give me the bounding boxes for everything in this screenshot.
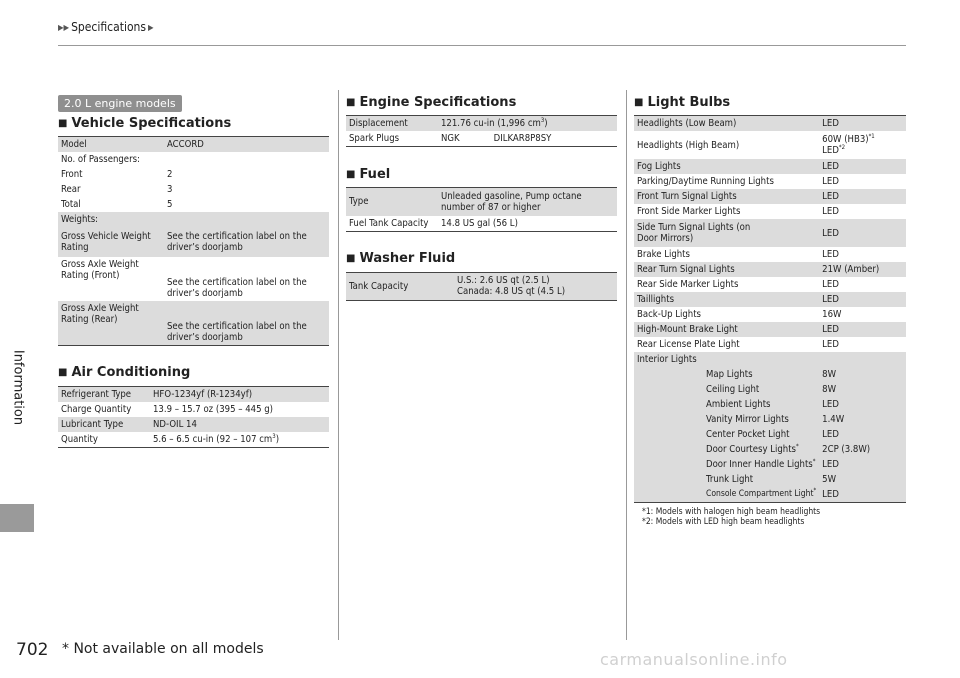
square-bullet-icon: ■ bbox=[58, 117, 68, 129]
table-row: Fuel Tank Capacity 14.8 US gal (56 L) bbox=[349, 217, 518, 229]
table-row: High-Mount Brake Light LED bbox=[634, 322, 906, 337]
page-number: 702 bbox=[16, 640, 49, 660]
table-row: Headlights (Low Beam) LED bbox=[634, 116, 906, 132]
table-row: Headlights (High Beam) 60W $(HB3)^{*1}$ LED$^{*2}$ bbox=[637, 132, 875, 156]
table-row: Gross Axle Weight Rating (Rear) See the certification label on the driver’s doorjamb bbox=[58, 301, 329, 345]
watermark: carmanualsonline.info bbox=[600, 650, 788, 669]
table-row: Lubricant Type ND-OIL 14 bbox=[58, 417, 329, 432]
bulb-footnotes: *1: Models with halogen high beam headlights *2: Models with LED high beam headlights bbox=[642, 507, 821, 527]
table-row: Map Lights 8W bbox=[634, 367, 906, 382]
column-light-bulbs bbox=[634, 93, 906, 527]
square-bullet-icon: ■ bbox=[634, 96, 644, 108]
table-row: Center Pocket Light LED bbox=[634, 427, 906, 442]
header-divider bbox=[58, 45, 906, 46]
table-row: Brake Lights LED bbox=[637, 249, 839, 260]
table-row: Front Turn Signal Lights LED bbox=[634, 189, 906, 204]
table-row: Displacement 121.76 cu-in (1,996 $cm^3$) bbox=[346, 116, 617, 132]
square-bullet-icon: ■ bbox=[346, 96, 356, 108]
column-engine bbox=[346, 93, 617, 301]
light-bulbs-table bbox=[634, 115, 906, 503]
breadcrumb-label[interactable]: Specifications bbox=[71, 20, 147, 34]
table-row: Vanity Mirror Lights 1.4W bbox=[634, 412, 906, 427]
table-row: Weights: bbox=[58, 212, 329, 227]
table-row: Quantity 5.6 – 6.5 cu-in (92 – 107 $cm^3$) bbox=[61, 432, 280, 445]
table-row: Fog Lights LED bbox=[634, 159, 906, 174]
section-title: ■ Light Bulbs bbox=[634, 94, 731, 110]
table-row: Ceiling Light 8W bbox=[634, 382, 906, 397]
aircon-spec-table bbox=[58, 386, 329, 448]
square-bullet-icon: ■ bbox=[58, 367, 68, 378]
table-row: Rear Turn Signal Lights 21W (Amber) bbox=[634, 262, 906, 277]
section-title: ■ Fuel bbox=[346, 166, 391, 182]
section-label: Information bbox=[10, 349, 26, 426]
table-row: Refrigerant Type HFO-1234yf (R-1234yf) bbox=[58, 386, 329, 402]
table-row: No. of Passengers: bbox=[61, 154, 140, 165]
column-divider bbox=[626, 90, 627, 640]
table-row: Type Unleaded gasoline, Pump octane number of 87 or higher bbox=[346, 188, 617, 216]
engine-badge: 2.0 L engine models bbox=[58, 95, 182, 112]
section-title: ■ Engine Specifications bbox=[346, 94, 517, 110]
section-tab bbox=[0, 504, 34, 532]
table-row: Parking/Daytime Running Lights LED bbox=[637, 176, 839, 187]
square-bullet-icon: ■ bbox=[346, 253, 356, 264]
table-row: Door Courtesy Lights* 2CP (3.8W) bbox=[634, 442, 906, 457]
table-row: Rear Side Marker Lights LED bbox=[637, 279, 839, 290]
table-row: Front Side Marker Lights LED bbox=[637, 206, 839, 217]
vehicle-spec-table bbox=[58, 136, 329, 346]
table-row: Ambient Lights LED bbox=[634, 397, 906, 412]
column-divider bbox=[338, 90, 339, 640]
section-title: ■ Vehicle Specifications bbox=[58, 115, 232, 131]
table-row: Door Inner Handle Lights* LED bbox=[634, 457, 906, 472]
table-row: Total 5 bbox=[61, 199, 173, 210]
table-row: Side Turn Signal Lights (on Door Mirrors) LED bbox=[634, 219, 906, 247]
washer-spec-table bbox=[346, 272, 617, 301]
table-row: Interior Lights bbox=[634, 352, 906, 367]
breadcrumb-arrow-end-icon: ▶ bbox=[148, 22, 154, 32]
column-vehicle bbox=[58, 92, 329, 448]
table-row: Spark Plugs NGK DILKAR8P8SY bbox=[349, 133, 552, 144]
section-title: ■ Washer Fluid bbox=[346, 251, 456, 266]
table-row: Model ACCORD bbox=[58, 137, 329, 153]
availability-footnote: * Not available on all models bbox=[62, 641, 264, 657]
table-row: Trunk Light 5W bbox=[634, 472, 906, 487]
table-row: Gross Vehicle Weight Rating See the certification label on the driver’s doorjamb bbox=[58, 227, 329, 257]
table-row: Rear 3 bbox=[61, 184, 173, 195]
breadcrumb-arrow-icon: ▶▶ bbox=[58, 22, 70, 32]
square-bullet-icon: ■ bbox=[346, 168, 356, 180]
breadcrumb bbox=[58, 20, 154, 34]
table-row: Rear License Plate Light LED bbox=[637, 339, 839, 350]
engine-spec-table bbox=[346, 115, 617, 147]
fuel-spec-table bbox=[346, 187, 617, 232]
table-row: Gross Axle Weight Rating (Front) See the certification label on the driver’s doorjamb bbox=[61, 259, 307, 299]
table-row: Charge Quantity 13.9 – 15.7 oz (395 – 445 g) bbox=[61, 403, 274, 415]
table-row: Taillights LED bbox=[634, 292, 906, 307]
table-row: Console Compartment Light* LED bbox=[634, 487, 906, 503]
table-row: Back-Up Lights 16W bbox=[637, 309, 842, 320]
table-row: Tank Capacity U.S.: 2.6 US qt (2.5 L) Canada: 4.8 US qt (4.5 L) bbox=[346, 272, 617, 300]
table-row: Front 2 bbox=[61, 169, 173, 180]
section-title: ■ Air Conditioning bbox=[58, 365, 191, 380]
